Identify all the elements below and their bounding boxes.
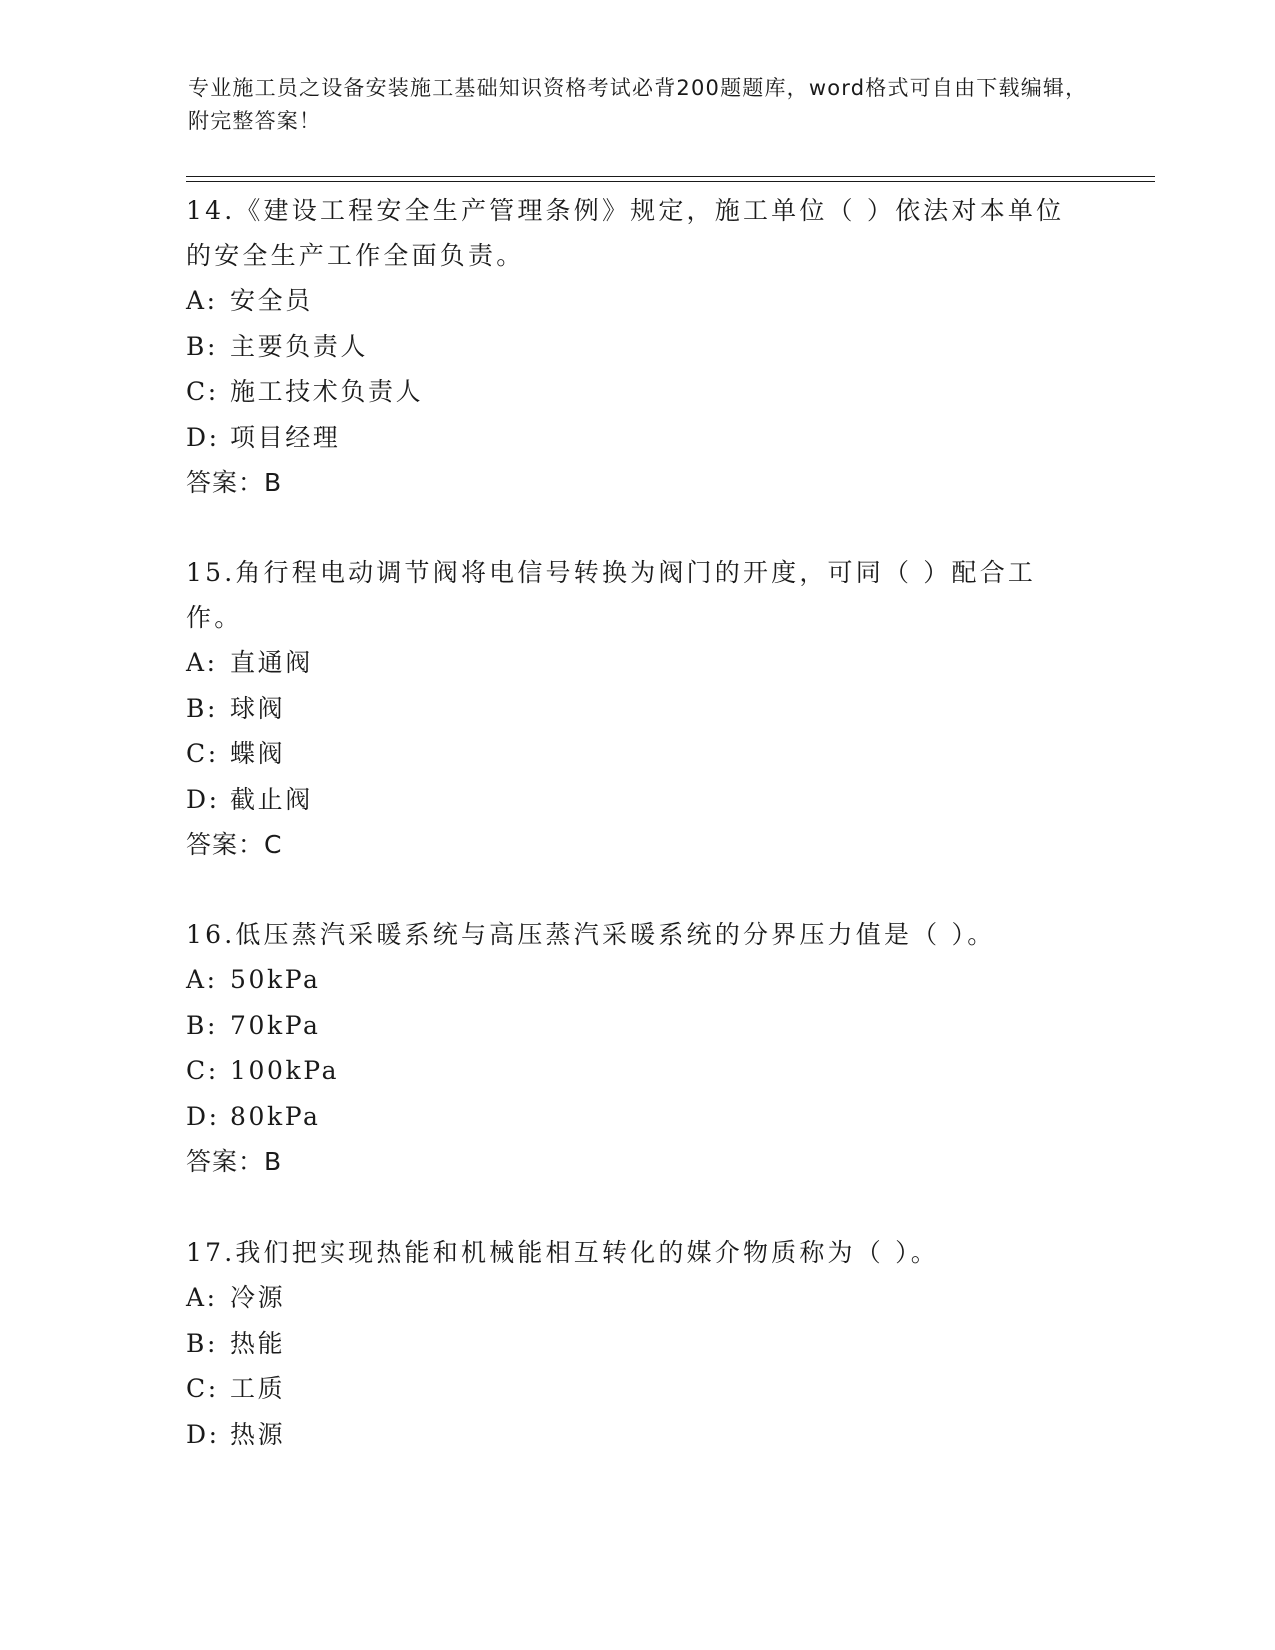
option-d	[186, 1412, 1066, 1458]
question-14	[186, 188, 1066, 506]
option-letter: A:	[186, 965, 218, 994]
option-text: 直通阀	[230, 648, 313, 677]
question-number: 15.	[186, 558, 236, 587]
option-b	[186, 686, 1066, 732]
question-number: 17.	[186, 1238, 236, 1267]
option-a	[186, 957, 1066, 1003]
option-text: 冷源	[230, 1283, 286, 1312]
header-divider-top	[186, 176, 1155, 177]
option-letter: D:	[186, 1101, 220, 1131]
option-text: 80kPa	[230, 1101, 321, 1131]
header-title: 专业施工员之设备安装施工基础知识资格考试必背200题题库，word格式可自由下载编辑，附完整答案！	[188, 76, 1088, 133]
option-a	[186, 1275, 1066, 1321]
option-text: 100kPa	[230, 1056, 340, 1085]
question-text	[186, 912, 1066, 957]
question-17	[186, 1230, 1066, 1457]
option-text: 球阀	[230, 693, 286, 723]
question-16	[186, 912, 1066, 1185]
option-text: 截止阀	[230, 784, 313, 814]
option-c	[186, 1366, 1066, 1412]
option-c	[186, 369, 1066, 415]
option-c	[186, 1048, 1066, 1094]
option-a	[186, 278, 1066, 324]
option-letter: B:	[186, 693, 218, 723]
question-stem: 低压蒸汽采暖系统与高压蒸汽采暖系统的分界压力值是（ ）。	[235, 920, 996, 949]
option-d	[186, 415, 1066, 461]
option-letter: D:	[186, 422, 220, 452]
option-letter: A:	[186, 1283, 218, 1312]
question-15	[186, 550, 1066, 868]
answer-line: 答案：C	[186, 830, 283, 859]
option-d	[186, 777, 1066, 823]
option-b	[186, 1003, 1066, 1049]
option-text: 热能	[230, 1328, 286, 1358]
option-text: 工质	[230, 1374, 286, 1403]
option-text: 蝶阀	[230, 739, 286, 768]
question-text	[186, 188, 1066, 278]
option-text: 热源	[230, 1419, 286, 1449]
option-text: 50kPa	[230, 965, 321, 994]
question-number: 16.	[186, 920, 236, 949]
document-header	[188, 72, 1088, 138]
option-letter: A:	[186, 648, 218, 677]
question-stem: 《建设工程安全生产管理条例》规定，施工单位（ ）依法对本单位的安全生产工作全面负责。	[186, 196, 1065, 270]
option-letter: C:	[186, 1056, 219, 1085]
option-d	[186, 1094, 1066, 1140]
option-letter: A:	[186, 286, 218, 315]
question-text	[186, 550, 1066, 640]
question-text	[186, 1230, 1066, 1275]
option-text: 70kPa	[230, 1010, 321, 1040]
option-b	[186, 324, 1066, 370]
option-text: 项目经理	[230, 422, 341, 452]
option-letter: B:	[186, 1010, 218, 1040]
option-a	[186, 640, 1066, 686]
option-letter: B:	[186, 331, 218, 361]
option-letter: C:	[186, 739, 219, 768]
option-letter: D:	[186, 784, 220, 814]
option-letter: C:	[186, 377, 219, 406]
answer-line: 答案：B	[186, 1147, 283, 1176]
option-text: 施工技术负责人	[230, 377, 424, 406]
header-divider-bottom	[186, 181, 1155, 182]
answer-line: 答案：B	[186, 468, 283, 497]
option-c	[186, 731, 1066, 777]
option-b	[186, 1321, 1066, 1367]
option-text: 主要负责人	[230, 331, 369, 361]
question-number: 14.	[186, 196, 236, 225]
question-stem: 角行程电动调节阀将电信号转换为阀门的开度，可同（ ）配合工作。	[186, 558, 1037, 632]
option-letter: B:	[186, 1328, 218, 1358]
option-letter: C:	[186, 1374, 219, 1403]
option-text: 安全员	[230, 286, 313, 315]
question-stem: 我们把实现热能和机械能相互转化的媒介物质称为（ ）。	[235, 1238, 940, 1267]
option-letter: D:	[186, 1419, 220, 1449]
